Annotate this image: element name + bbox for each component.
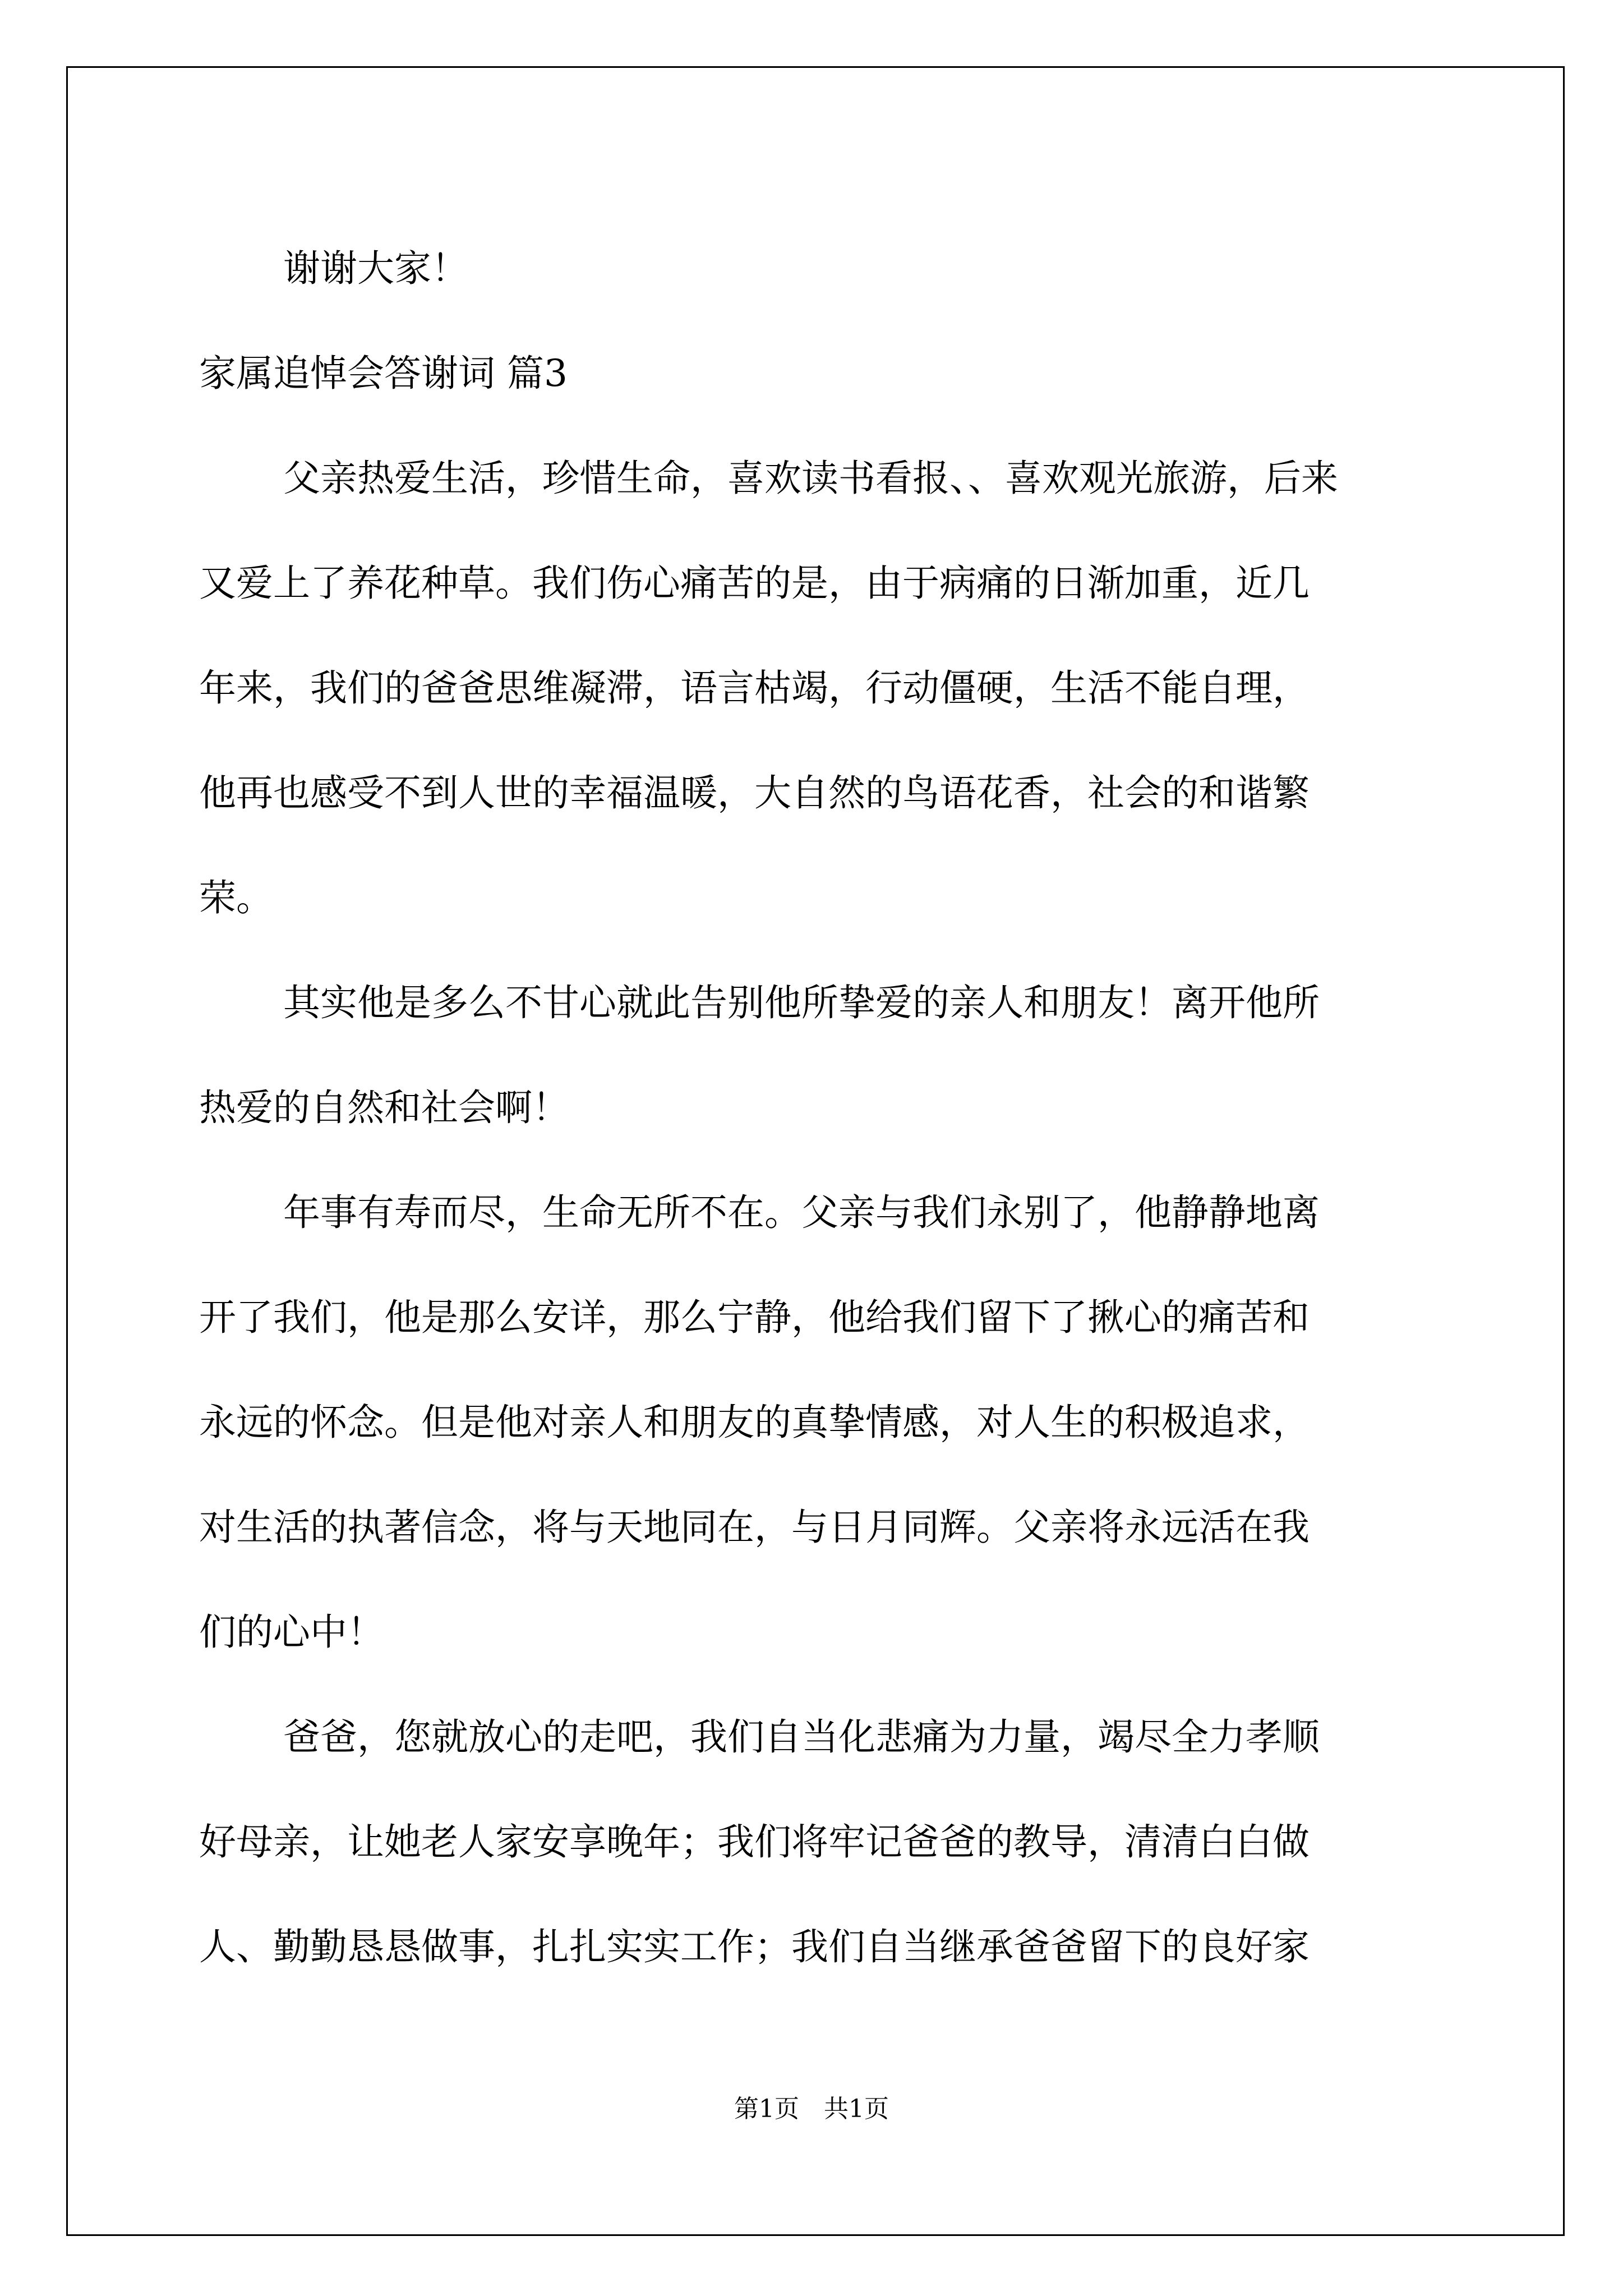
page-number: 第1页 共1页 (734, 2095, 889, 2123)
paragraph-line: 热爱的自然和社会啊！ (199, 1086, 569, 1129)
paragraph-line: 永远的怀念。但是他对亲人和朋友的真挚情感，对人生的积极追求， (199, 1401, 1310, 1444)
paragraph-line: 好母亲，让她老人家安享晚年；我们将牢记爸爸的教导，清清白白做 (199, 1820, 1310, 1864)
paragraph-2 (199, 950, 1433, 1160)
paragraph-line: 年来，我们的爸爸思维凝滞，语言枯竭，行动僵硬，生活不能自理， (199, 666, 1310, 710)
paragraph-line: 荣。 (199, 876, 273, 919)
section-heading: 家属追悼会答谢词 篇3 (199, 352, 568, 395)
paragraph-1 (199, 426, 1433, 950)
paragraph-line: 爸爸，您就放心的走吧，我们自当化悲痛为力量，竭尽全力孝顺 (283, 1715, 1320, 1759)
paragraph-line: 开了我们，他是那么安详，那么宁静，他给我们留下了揪心的痛苦和 (199, 1296, 1310, 1339)
page-footer (0, 2092, 1623, 2126)
paragraph-3 (199, 1160, 1433, 1685)
paragraph-line: 他再也感受不到人世的幸福温暖，大自然的鸟语花香，社会的和谐繁 (199, 771, 1310, 815)
paragraph-line: 父亲热爱生活，珍惜生命，喜欢读书看报、、喜欢观光旅游，后来 (283, 457, 1338, 500)
paragraph-line: 又爱上了养花种草。我们伤心痛苦的是，由于病痛的日渐加重，近几 (199, 562, 1310, 605)
paragraph-line: 年事有寿而尽，生命无所不在。父亲与我们永别了，他静静地离 (283, 1191, 1320, 1234)
paragraph-line: 们的心中！ (199, 1611, 384, 1654)
paragraph-line: 人、勤勤恳恳做事，扎扎实实工作；我们自当继承爸爸留下的良好家 (199, 1925, 1310, 1968)
paragraph-4 (199, 1685, 1433, 1999)
greeting-text: 谢谢大家！ (283, 247, 468, 290)
document-body (199, 216, 1433, 1999)
paragraph-line: 对生活的执著信念，将与天地同在，与日月同辉。父亲将永远活在我 (199, 1506, 1310, 1549)
greeting-paragraph (199, 216, 1433, 321)
paragraph-line: 其实他是多么不甘心就此告别他所挚爱的亲人和朋友！离开他所 (283, 981, 1320, 1024)
